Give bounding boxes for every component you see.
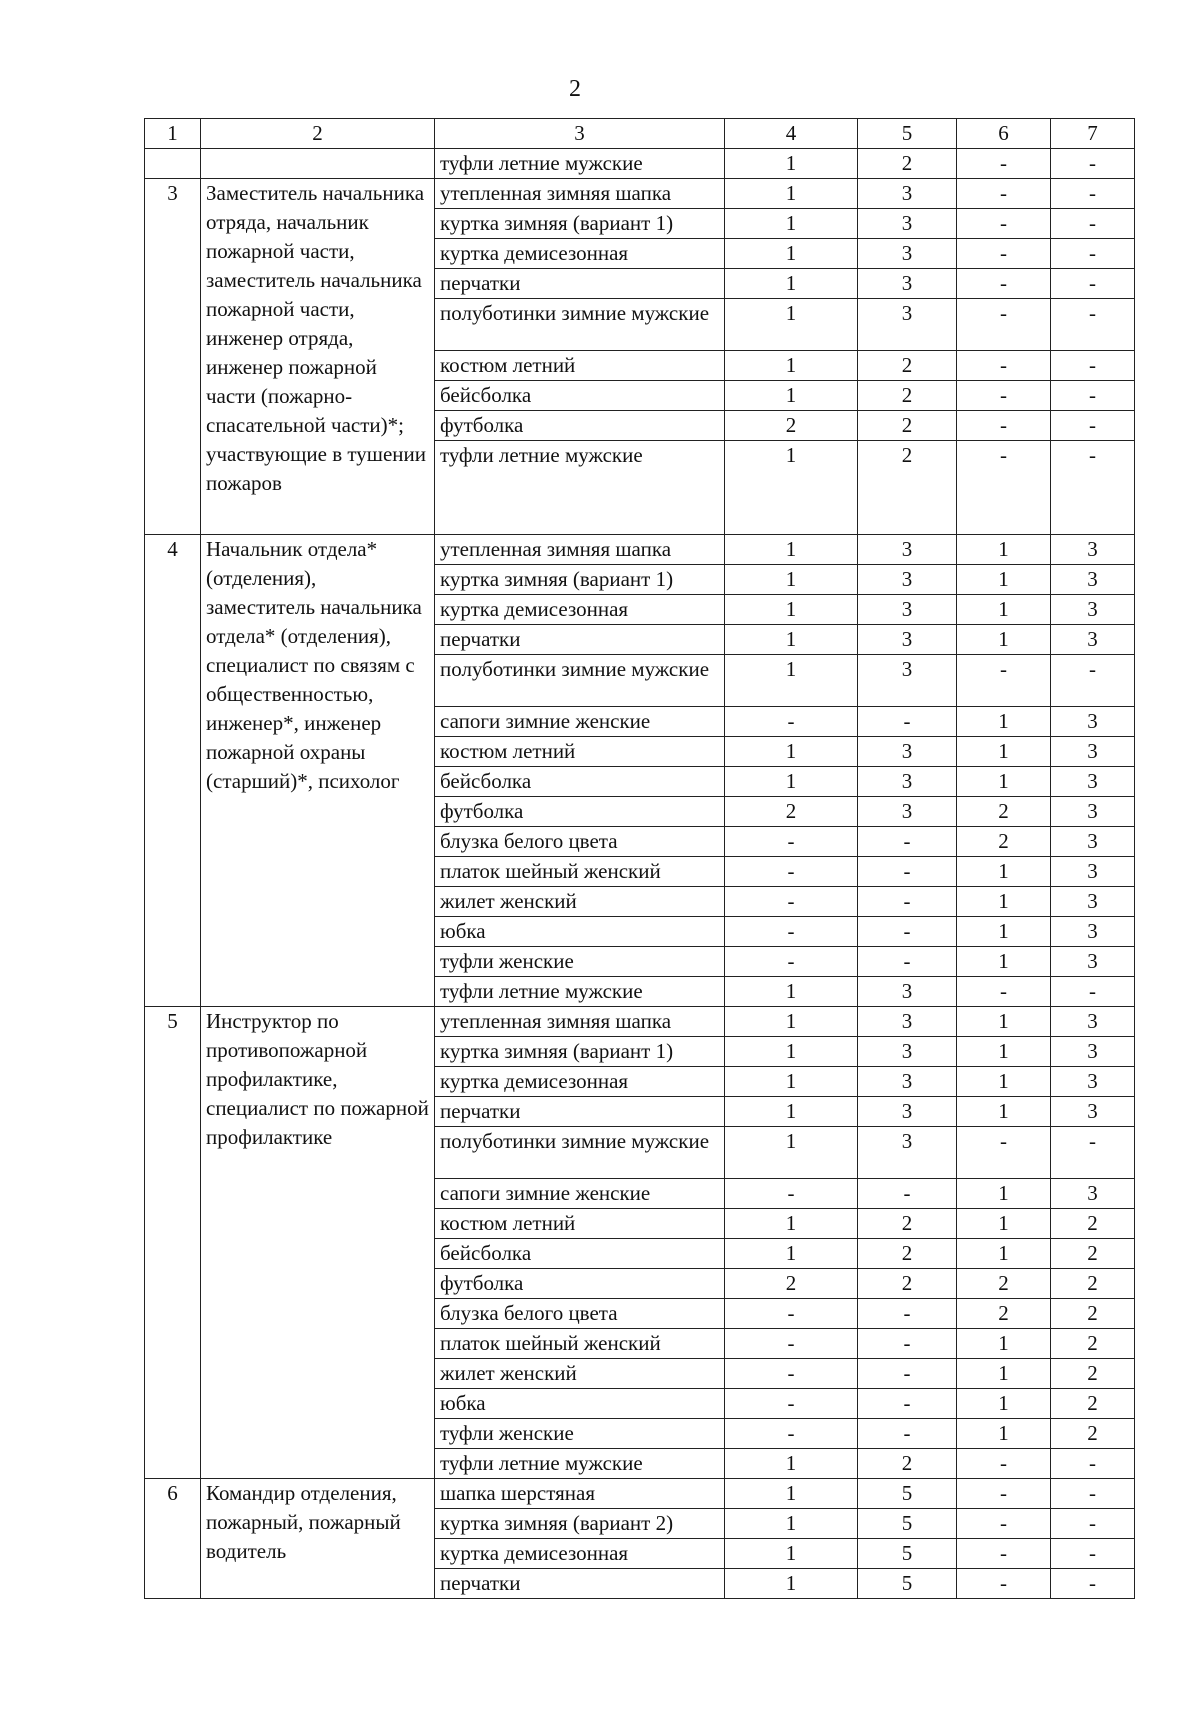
item-value-c6: 2 bbox=[957, 1269, 1051, 1299]
item-value-c6: 2 bbox=[957, 1299, 1051, 1329]
item-value-c7: 2 bbox=[1051, 1359, 1135, 1389]
item-name: блузка белого цвета bbox=[435, 1299, 725, 1329]
item-value-c5: 2 bbox=[858, 351, 957, 381]
column-number: 5 bbox=[858, 119, 957, 149]
item-value-c5: 3 bbox=[858, 767, 957, 797]
item-value-c7: - bbox=[1051, 381, 1135, 411]
item-value-c4: 1 bbox=[725, 565, 858, 595]
item-value-c5: 3 bbox=[858, 737, 957, 767]
item-value-c4: 1 bbox=[725, 381, 858, 411]
item-value-c4: 2 bbox=[725, 1269, 858, 1299]
item-value-c5: 5 bbox=[858, 1509, 957, 1539]
item-value-c4: 1 bbox=[725, 1007, 858, 1037]
item-value-c4: 1 bbox=[725, 1539, 858, 1569]
table-row bbox=[145, 1007, 1135, 1037]
item-value-c6: 1 bbox=[957, 1359, 1051, 1389]
item-value-c5: 2 bbox=[858, 1239, 957, 1269]
item-name: туфли женские bbox=[435, 947, 725, 977]
item-name: костюм летний bbox=[435, 737, 725, 767]
item-name: полуботинки зимние мужские bbox=[435, 655, 725, 707]
item-name: сапоги зимние женские bbox=[435, 1179, 725, 1209]
item-value-c5: 3 bbox=[858, 1007, 957, 1037]
item-name: куртка зимняя (вариант 1) bbox=[435, 565, 725, 595]
item-name: перчатки bbox=[435, 269, 725, 299]
item-name: куртка демисезонная bbox=[435, 1067, 725, 1097]
item-value-c5: - bbox=[858, 1179, 957, 1209]
item-value-c6: - bbox=[957, 269, 1051, 299]
item-value-c6: - bbox=[957, 411, 1051, 441]
item-value-c4: - bbox=[725, 827, 858, 857]
item-value-c4: 1 bbox=[725, 179, 858, 209]
table-row bbox=[145, 535, 1135, 565]
item-value-c6: - bbox=[957, 209, 1051, 239]
item-value-c5: - bbox=[858, 1359, 957, 1389]
column-number-row bbox=[145, 119, 1135, 149]
item-value-c7: 3 bbox=[1051, 535, 1135, 565]
item-name: перчатки bbox=[435, 1097, 725, 1127]
item-name: куртка демисезонная bbox=[435, 595, 725, 625]
item-value-c4: 1 bbox=[725, 1209, 858, 1239]
item-value-c7: - bbox=[1051, 441, 1135, 535]
row-number bbox=[145, 149, 201, 179]
item-value-c7: 2 bbox=[1051, 1209, 1135, 1239]
item-value-c5: 3 bbox=[858, 179, 957, 209]
item-value-c6: 1 bbox=[957, 1389, 1051, 1419]
item-value-c6: 2 bbox=[957, 797, 1051, 827]
item-name: футболка bbox=[435, 1269, 725, 1299]
item-value-c6: 1 bbox=[957, 767, 1051, 797]
page-number: 2 bbox=[569, 76, 581, 102]
item-value-c7: - bbox=[1051, 209, 1135, 239]
item-value-c7: - bbox=[1051, 1539, 1135, 1569]
item-name: туфли женские bbox=[435, 1419, 725, 1449]
item-value-c4: - bbox=[725, 887, 858, 917]
item-name: шапка шерстяная bbox=[435, 1479, 725, 1509]
item-value-c4: - bbox=[725, 1299, 858, 1329]
item-name: костюм летний bbox=[435, 351, 725, 381]
item-name: туфли летние мужские bbox=[435, 441, 725, 535]
item-name: бейсболка bbox=[435, 381, 725, 411]
item-value-c7: 2 bbox=[1051, 1239, 1135, 1269]
item-value-c5: 2 bbox=[858, 441, 957, 535]
item-value-c6: 1 bbox=[957, 1037, 1051, 1067]
item-value-c4: 1 bbox=[725, 1127, 858, 1179]
item-value-c4: - bbox=[725, 1419, 858, 1449]
item-value-c6: 1 bbox=[957, 1329, 1051, 1359]
item-value-c5: - bbox=[858, 707, 957, 737]
item-value-c6: - bbox=[957, 299, 1051, 351]
item-value-c7: 3 bbox=[1051, 737, 1135, 767]
item-value-c6: 1 bbox=[957, 1419, 1051, 1449]
item-value-c4: 1 bbox=[725, 1479, 858, 1509]
item-value-c5: 3 bbox=[858, 1037, 957, 1067]
item-value-c7: 2 bbox=[1051, 1299, 1135, 1329]
item-value-c6: - bbox=[957, 351, 1051, 381]
row-number: 6 bbox=[145, 1479, 201, 1599]
item-value-c5: - bbox=[858, 1329, 957, 1359]
item-name: юбка bbox=[435, 1389, 725, 1419]
item-name: юбка bbox=[435, 917, 725, 947]
item-name: платок шейный женский bbox=[435, 1329, 725, 1359]
item-name: туфли летние мужские bbox=[435, 1449, 725, 1479]
item-value-c5: 3 bbox=[858, 797, 957, 827]
item-value-c6: 1 bbox=[957, 917, 1051, 947]
item-value-c7: - bbox=[1051, 269, 1135, 299]
item-value-c7: - bbox=[1051, 239, 1135, 269]
item-value-c5: 3 bbox=[858, 209, 957, 239]
item-value-c6: - bbox=[957, 1539, 1051, 1569]
item-value-c6: 1 bbox=[957, 1179, 1051, 1209]
item-value-c6: - bbox=[957, 179, 1051, 209]
item-value-c4: 1 bbox=[725, 1449, 858, 1479]
table-row bbox=[145, 1479, 1135, 1509]
position-name bbox=[201, 149, 435, 179]
item-name: бейсболка bbox=[435, 767, 725, 797]
item-value-c4: 1 bbox=[725, 441, 858, 535]
item-value-c6: 1 bbox=[957, 1209, 1051, 1239]
position-name: Начальник отдела* (отделения), заместитель начальника отдела* (отделения), специалист по связям с общественностью, инженер*, инженер пожарной охраны (старший)*, психолог bbox=[201, 535, 435, 1007]
item-value-c7: - bbox=[1051, 1449, 1135, 1479]
item-value-c7: 3 bbox=[1051, 625, 1135, 655]
item-value-c6: 1 bbox=[957, 707, 1051, 737]
item-value-c4: 1 bbox=[725, 239, 858, 269]
item-value-c7: - bbox=[1051, 179, 1135, 209]
column-number: 4 bbox=[725, 119, 858, 149]
item-value-c4: 1 bbox=[725, 1509, 858, 1539]
item-value-c7: 3 bbox=[1051, 565, 1135, 595]
item-name: перчатки bbox=[435, 625, 725, 655]
item-value-c7: - bbox=[1051, 1509, 1135, 1539]
item-value-c4: - bbox=[725, 917, 858, 947]
item-name: футболка bbox=[435, 797, 725, 827]
item-value-c4: 1 bbox=[725, 1067, 858, 1097]
item-value-c5: 3 bbox=[858, 1067, 957, 1097]
item-value-c4: 1 bbox=[725, 1097, 858, 1127]
item-name: туфли летние мужские bbox=[435, 977, 725, 1007]
item-value-c7: 2 bbox=[1051, 1419, 1135, 1449]
item-value-c4: 1 bbox=[725, 149, 858, 179]
item-value-c5: 2 bbox=[858, 411, 957, 441]
item-name: полуботинки зимние мужские bbox=[435, 1127, 725, 1179]
item-name: перчатки bbox=[435, 1569, 725, 1599]
item-value-c7: 3 bbox=[1051, 797, 1135, 827]
item-value-c6: - bbox=[957, 1509, 1051, 1539]
item-value-c7: - bbox=[1051, 411, 1135, 441]
item-value-c7: - bbox=[1051, 1127, 1135, 1179]
position-name: Заместитель начальника отряда, начальник пожарной части, заместитель начальника пожарной части, инженер отряда, инженер пожарной части (пожарно-спасательной части)*; участвующие в тушении пожаров bbox=[201, 179, 435, 535]
item-value-c7: 2 bbox=[1051, 1269, 1135, 1299]
item-value-c7: 3 bbox=[1051, 1179, 1135, 1209]
item-name: куртка демисезонная bbox=[435, 1539, 725, 1569]
item-value-c5: 2 bbox=[858, 381, 957, 411]
item-value-c7: 3 bbox=[1051, 1037, 1135, 1067]
item-value-c4: 2 bbox=[725, 411, 858, 441]
item-value-c7: - bbox=[1051, 1479, 1135, 1509]
item-value-c7: 3 bbox=[1051, 947, 1135, 977]
item-value-c7: 3 bbox=[1051, 595, 1135, 625]
item-value-c7: - bbox=[1051, 299, 1135, 351]
item-value-c7: 3 bbox=[1051, 707, 1135, 737]
item-value-c7: 3 bbox=[1051, 917, 1135, 947]
item-value-c5: 2 bbox=[858, 1209, 957, 1239]
item-value-c6: 1 bbox=[957, 947, 1051, 977]
item-value-c4: 1 bbox=[725, 299, 858, 351]
item-value-c6: 1 bbox=[957, 1007, 1051, 1037]
item-value-c6: 1 bbox=[957, 737, 1051, 767]
item-value-c5: - bbox=[858, 887, 957, 917]
item-value-c5: - bbox=[858, 857, 957, 887]
item-name: бейсболка bbox=[435, 1239, 725, 1269]
item-value-c4: - bbox=[725, 1359, 858, 1389]
item-value-c4: - bbox=[725, 1179, 858, 1209]
item-value-c4: 1 bbox=[725, 595, 858, 625]
item-value-c7: 3 bbox=[1051, 1007, 1135, 1037]
item-value-c7: 3 bbox=[1051, 767, 1135, 797]
item-value-c4: - bbox=[725, 707, 858, 737]
item-value-c6: 1 bbox=[957, 887, 1051, 917]
item-value-c7: - bbox=[1051, 655, 1135, 707]
item-name: куртка демисезонная bbox=[435, 239, 725, 269]
item-value-c5: 3 bbox=[858, 977, 957, 1007]
item-value-c6: - bbox=[957, 1479, 1051, 1509]
item-value-c5: - bbox=[858, 1299, 957, 1329]
item-name: сапоги зимние женские bbox=[435, 707, 725, 737]
item-value-c7: 3 bbox=[1051, 887, 1135, 917]
item-value-c4: 2 bbox=[725, 797, 858, 827]
item-name: платок шейный женский bbox=[435, 857, 725, 887]
item-value-c6: - bbox=[957, 441, 1051, 535]
item-value-c6: - bbox=[957, 239, 1051, 269]
item-name: туфли летние мужские bbox=[435, 149, 725, 179]
item-name: утепленная зимняя шапка bbox=[435, 535, 725, 565]
item-value-c6: 1 bbox=[957, 535, 1051, 565]
item-value-c6: - bbox=[957, 149, 1051, 179]
item-value-c5: 3 bbox=[858, 299, 957, 351]
column-number: 7 bbox=[1051, 119, 1135, 149]
item-name: костюм летний bbox=[435, 1209, 725, 1239]
item-value-c7: 2 bbox=[1051, 1389, 1135, 1419]
row-number: 4 bbox=[145, 535, 201, 1007]
item-value-c6: - bbox=[957, 977, 1051, 1007]
item-value-c7: 3 bbox=[1051, 1097, 1135, 1127]
item-name: футболка bbox=[435, 411, 725, 441]
item-value-c5: 3 bbox=[858, 239, 957, 269]
item-value-c6: - bbox=[957, 1569, 1051, 1599]
item-value-c4: 1 bbox=[725, 1239, 858, 1269]
column-number: 2 bbox=[201, 119, 435, 149]
item-name: утепленная зимняя шапка bbox=[435, 179, 725, 209]
item-value-c5: 3 bbox=[858, 269, 957, 299]
item-value-c4: 1 bbox=[725, 535, 858, 565]
item-name: утепленная зимняя шапка bbox=[435, 1007, 725, 1037]
item-name: куртка зимняя (вариант 2) bbox=[435, 1509, 725, 1539]
item-value-c7: 3 bbox=[1051, 857, 1135, 887]
item-value-c6: - bbox=[957, 381, 1051, 411]
table-row bbox=[145, 149, 1135, 179]
item-value-c5: 3 bbox=[858, 1127, 957, 1179]
item-value-c4: - bbox=[725, 857, 858, 887]
item-value-c5: 3 bbox=[858, 1097, 957, 1127]
item-value-c5: 3 bbox=[858, 655, 957, 707]
item-value-c4: - bbox=[725, 947, 858, 977]
column-number: 1 bbox=[145, 119, 201, 149]
item-value-c6: 2 bbox=[957, 827, 1051, 857]
item-name: жилет женский bbox=[435, 1359, 725, 1389]
item-value-c5: 2 bbox=[858, 1449, 957, 1479]
item-value-c4: 1 bbox=[725, 655, 858, 707]
item-value-c7: 2 bbox=[1051, 1329, 1135, 1359]
column-number: 3 bbox=[435, 119, 725, 149]
item-value-c4: 1 bbox=[725, 1569, 858, 1599]
table-row bbox=[145, 179, 1135, 209]
item-value-c5: 2 bbox=[858, 1269, 957, 1299]
item-value-c6: - bbox=[957, 1127, 1051, 1179]
item-value-c5: 3 bbox=[858, 595, 957, 625]
item-value-c4: - bbox=[725, 1389, 858, 1419]
column-number: 6 bbox=[957, 119, 1051, 149]
item-value-c5: 2 bbox=[858, 149, 957, 179]
item-value-c5: - bbox=[858, 947, 957, 977]
item-value-c6: - bbox=[957, 1449, 1051, 1479]
item-value-c6: 1 bbox=[957, 1097, 1051, 1127]
item-value-c4: 1 bbox=[725, 977, 858, 1007]
item-value-c5: 3 bbox=[858, 535, 957, 565]
item-name: полуботинки зимние мужские bbox=[435, 299, 725, 351]
item-value-c6: 1 bbox=[957, 1067, 1051, 1097]
item-value-c5: - bbox=[858, 827, 957, 857]
position-name: Инструктор по противопожарной профилактике, специалист по пожарной профилактике bbox=[201, 1007, 435, 1479]
item-name: куртка зимняя (вариант 1) bbox=[435, 1037, 725, 1067]
item-name: жилет женский bbox=[435, 887, 725, 917]
item-value-c4: 1 bbox=[725, 269, 858, 299]
item-value-c5: - bbox=[858, 1419, 957, 1449]
item-value-c4: 1 bbox=[725, 1037, 858, 1067]
item-value-c5: - bbox=[858, 917, 957, 947]
item-value-c4: 1 bbox=[725, 737, 858, 767]
item-value-c4: 1 bbox=[725, 625, 858, 655]
item-value-c5: 5 bbox=[858, 1539, 957, 1569]
item-value-c5: - bbox=[858, 1389, 957, 1419]
item-value-c4: 1 bbox=[725, 209, 858, 239]
item-value-c6: 1 bbox=[957, 857, 1051, 887]
item-value-c7: 3 bbox=[1051, 827, 1135, 857]
item-value-c7: - bbox=[1051, 1569, 1135, 1599]
item-value-c7: - bbox=[1051, 351, 1135, 381]
row-number: 3 bbox=[145, 179, 201, 535]
item-value-c7: 3 bbox=[1051, 1067, 1135, 1097]
item-value-c6: 1 bbox=[957, 1239, 1051, 1269]
item-name: куртка зимняя (вариант 1) bbox=[435, 209, 725, 239]
item-value-c6: 1 bbox=[957, 625, 1051, 655]
item-value-c4: - bbox=[725, 1329, 858, 1359]
item-value-c5: 5 bbox=[858, 1569, 957, 1599]
item-value-c5: 3 bbox=[858, 625, 957, 655]
position-name: Командир отделения, пожарный, пожарный водитель bbox=[201, 1479, 435, 1599]
item-value-c7: - bbox=[1051, 977, 1135, 1007]
row-number: 5 bbox=[145, 1007, 201, 1479]
item-value-c4: 1 bbox=[725, 351, 858, 381]
item-value-c6: - bbox=[957, 655, 1051, 707]
item-name: блузка белого цвета bbox=[435, 827, 725, 857]
item-value-c6: 1 bbox=[957, 595, 1051, 625]
item-value-c6: 1 bbox=[957, 565, 1051, 595]
item-value-c5: 5 bbox=[858, 1479, 957, 1509]
item-value-c7: - bbox=[1051, 149, 1135, 179]
item-value-c5: 3 bbox=[858, 565, 957, 595]
clothing-norms-table bbox=[144, 118, 1135, 1599]
item-value-c4: 1 bbox=[725, 767, 858, 797]
